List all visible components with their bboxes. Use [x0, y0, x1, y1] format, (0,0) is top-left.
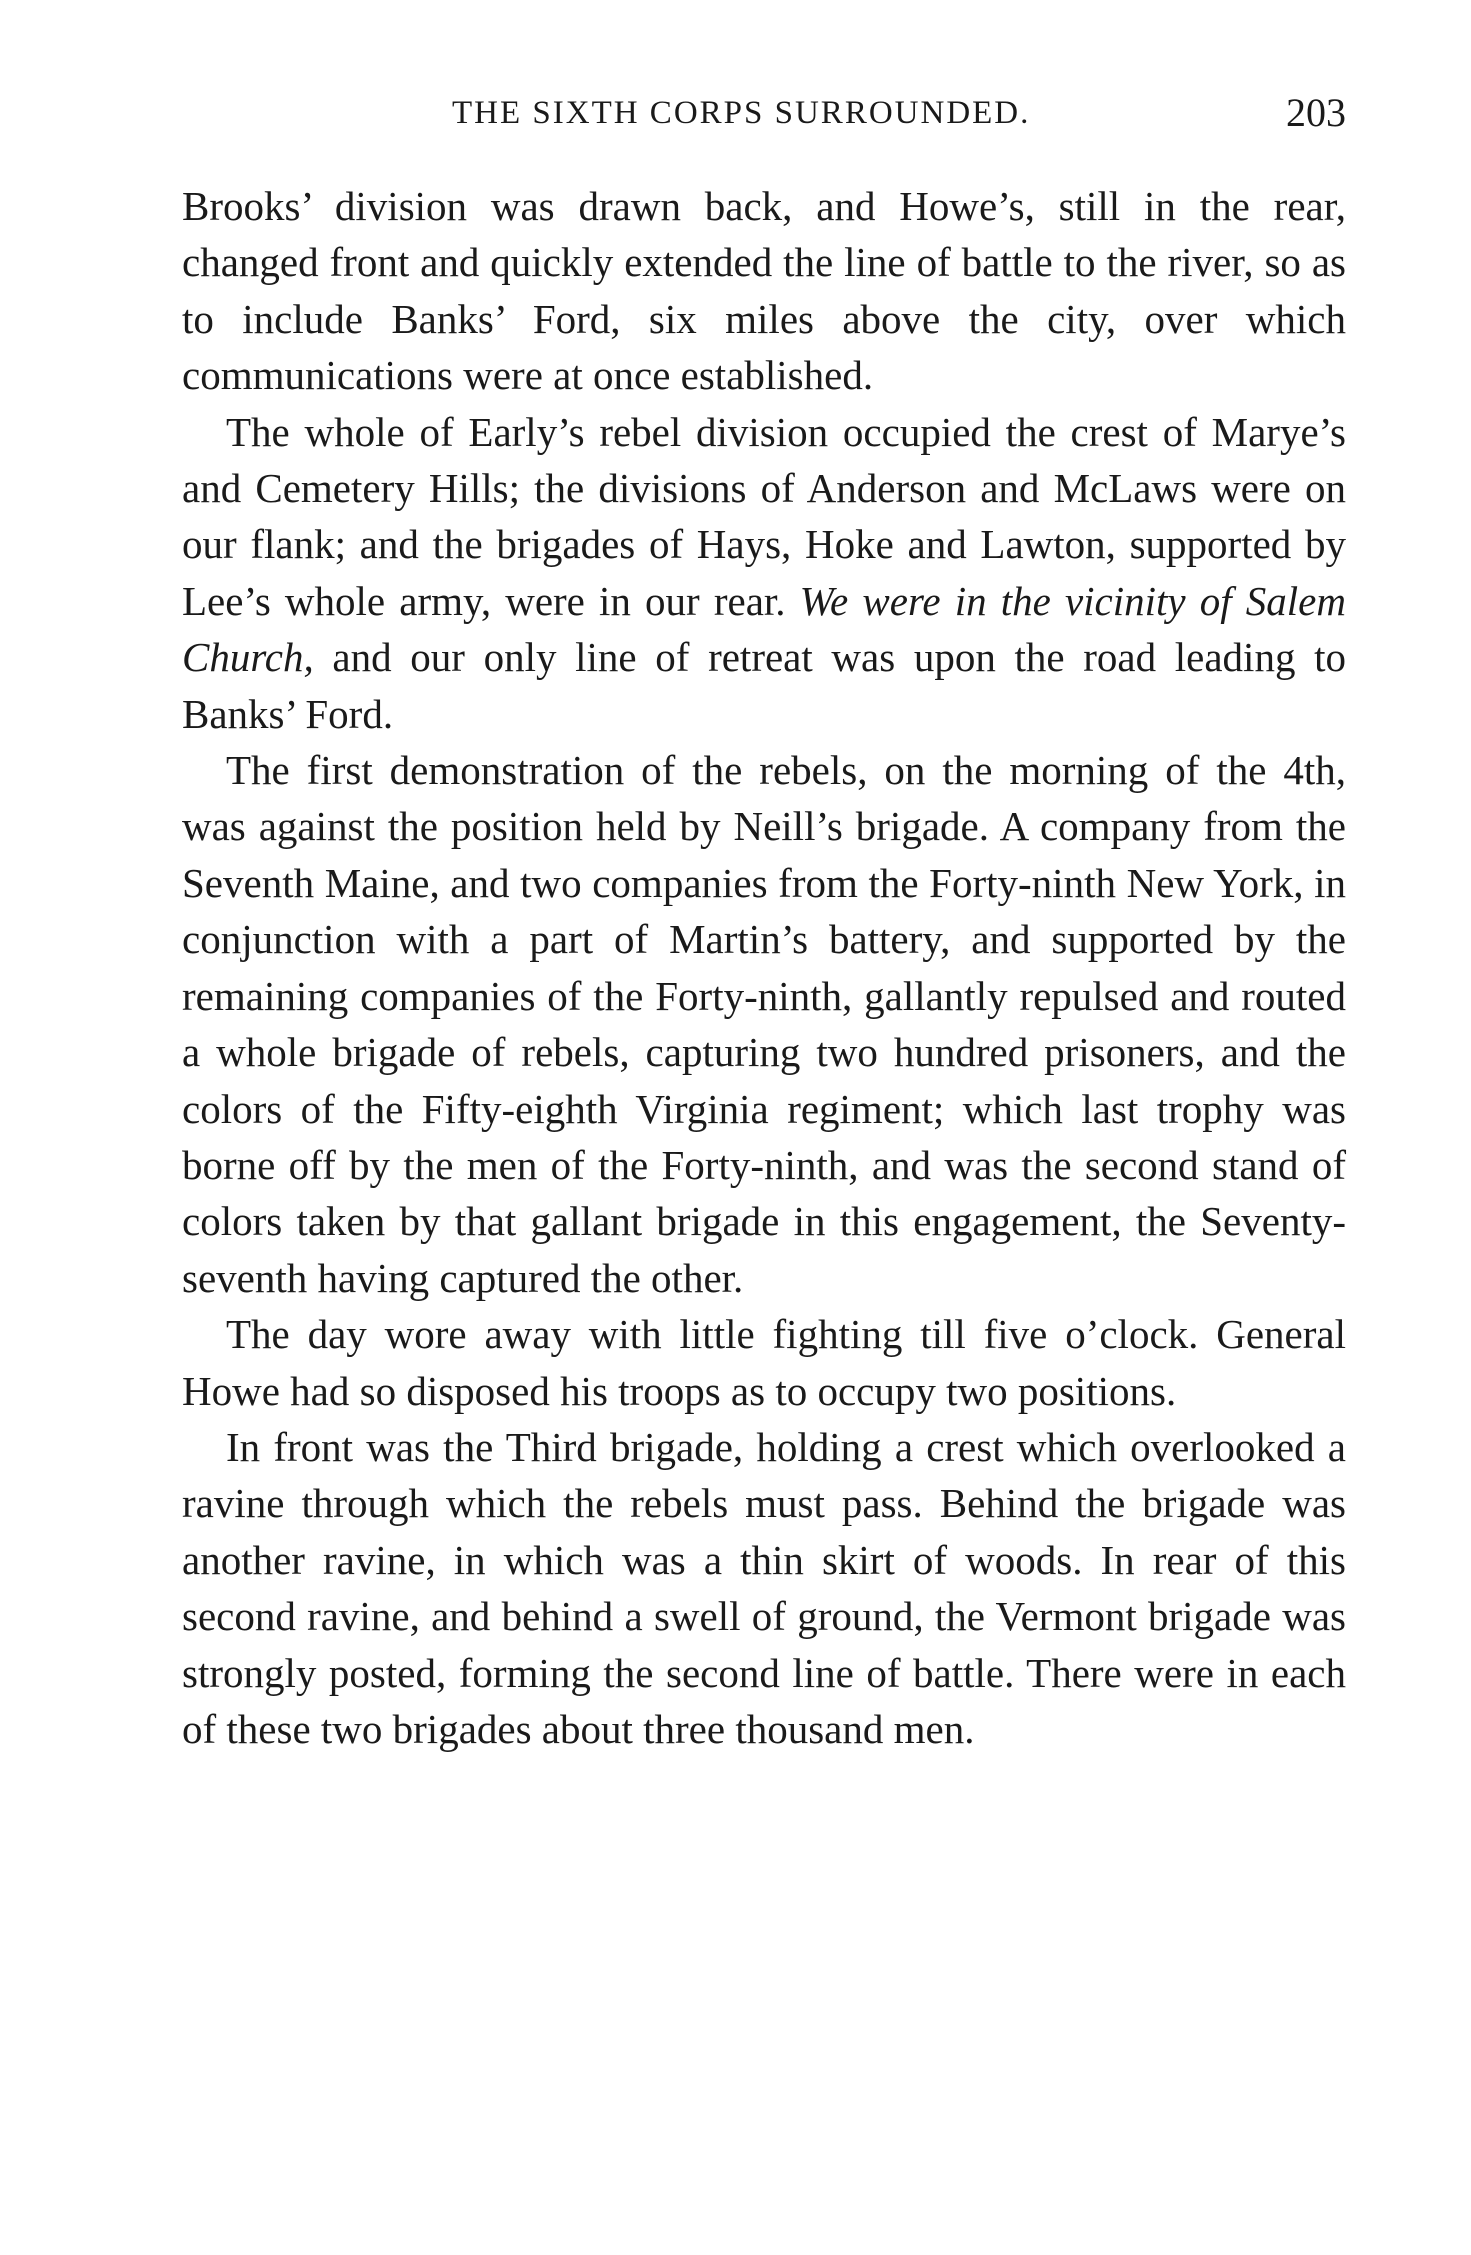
paragraph-4: The day wore away with little fighting till five o’clock. General Howe had so disposed his troops as to occupy two positions. — [182, 1311, 1346, 1414]
page-number: 203 — [1286, 90, 1346, 135]
paragraph-1: Brooks’ division was drawn back, and Howe’s, still in the rear, changed front and quickly extended the line of battle to the river, so as to include Banks’ Ford, six miles above the city, over which communications were at once established. — [182, 183, 1346, 399]
paragraph-2-part-a: The whole of Early’s rebel division occupied the crest of Marye’s and Cemetery Hills; the divisions of Anderson and McLaws were on our flank; and the brigades of Hays, Hoke and Lawton, supported by Lee’s whole army, were in our rear. — [182, 408, 1346, 624]
paragraph-2-italic-phrase: We were in the vicinity of Salem Church, — [182, 577, 1346, 681]
running-header — [182, 88, 1346, 138]
paragraph-2 — [182, 404, 1346, 742]
paragraph-5: In front was the Third brigade, holding a crest which overlooked a ravine through which the rebels must pass. Behind the brigade was another ravine, in which was a thin skirt of woods. In rear of this second ravine, and behind a swell of ground, the Vermont brigade was strongly posted, forming the second line of battle. There were in each of these two brigades about three thousand men. — [182, 1423, 1346, 1752]
paragraph-3: The first demonstration of the rebels, on the morning of the 4th, was against the position held by Neill’s brigade. A company from the Seventh Maine, and two companies from the Forty-ninth New York, in conjunction with a part of Martin’s battery, and supported by the remaining companies of the Forty-ninth, gallantly repulsed and routed a whole brigade of rebels, capturing two hundred prisoners, and the colors of the Fifty-eighth Virginia regiment; which last trophy was borne off by the men of the Forty-ninth, and was the second stand of colors taken by that gallant brigade in this engagement, the Seventy-seventh having captured the other. — [182, 747, 1346, 1301]
paragraph-2-part-c: and our only line of retreat was upon the road leading to Banks’ Ford. — [182, 634, 1346, 737]
body-text — [182, 178, 1346, 2158]
running-title: THE SIXTH CORPS SURROUNDED. — [452, 95, 1031, 131]
